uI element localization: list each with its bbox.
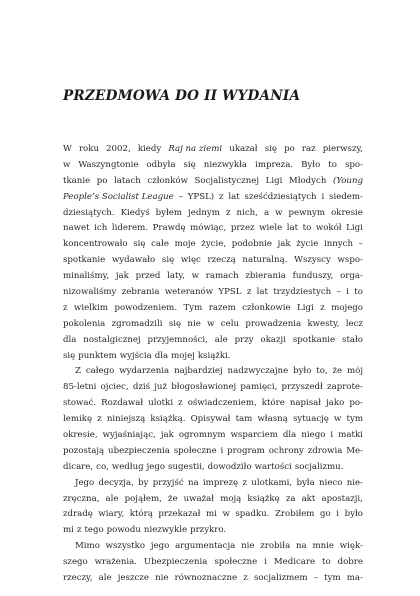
word: raz	[301, 144, 316, 154]
word: przykro.	[190, 525, 227, 536]
word: program	[227, 445, 265, 456]
word: argumentacja	[175, 541, 236, 552]
word: moje	[174, 239, 196, 250]
word: to	[302, 223, 312, 234]
word: rzeczą	[207, 255, 236, 266]
word: nieco	[319, 477, 343, 488]
text-line	[63, 539, 363, 555]
word: ochrony	[268, 445, 304, 456]
word: jak	[277, 239, 291, 250]
word: to	[354, 287, 363, 298]
word: YPSL)	[187, 191, 215, 202]
word: to	[322, 557, 331, 568]
word: mówiąc,	[190, 223, 227, 234]
word: napisał	[289, 398, 322, 409]
word: w	[222, 509, 230, 520]
word: niezwykła	[203, 159, 248, 170]
word: najbardziej	[174, 366, 223, 377]
word: lat	[228, 191, 240, 202]
word: na	[187, 477, 199, 488]
word: z	[320, 302, 325, 313]
word: roku	[78, 144, 99, 154]
word: jak	[160, 430, 174, 441]
word: co,	[96, 461, 109, 472]
word: w	[334, 414, 342, 425]
word: tego	[84, 525, 104, 536]
word: spo-	[344, 159, 363, 170]
word: lemikę	[63, 414, 93, 425]
word: była	[296, 477, 315, 488]
word: wartości	[254, 461, 292, 472]
text-line	[63, 364, 363, 380]
word: lat	[256, 287, 268, 298]
word: że	[167, 493, 178, 504]
word: razem	[208, 302, 236, 313]
word: powodzeniem.	[114, 302, 178, 313]
word: jak	[115, 271, 129, 282]
text-line	[63, 174, 363, 190]
word: i	[321, 191, 325, 202]
word: przez	[230, 223, 255, 234]
word: mi	[63, 525, 74, 536]
word: przyszedł	[281, 382, 323, 393]
word: spadku.	[235, 509, 270, 520]
text-line	[63, 253, 363, 269]
word: stować.	[63, 398, 97, 409]
word: z	[97, 414, 102, 425]
word: matki	[338, 430, 363, 441]
word: Młodych	[288, 175, 327, 186]
word: członków	[147, 175, 188, 186]
word: by	[138, 477, 149, 488]
word: się	[183, 159, 196, 170]
word: socjalizmem	[253, 573, 308, 584]
word: własną	[257, 414, 288, 425]
word: niezwykle	[143, 525, 188, 536]
word: ich	[94, 223, 108, 234]
word: Ligi	[346, 223, 363, 234]
word: ubezpieczenia	[108, 445, 170, 456]
word: było	[344, 509, 363, 520]
text-line	[63, 317, 363, 333]
word: za	[285, 493, 296, 504]
word: wszystko	[105, 541, 146, 552]
word: dicare,	[63, 461, 94, 472]
word: sytuację	[292, 414, 329, 425]
word: go	[320, 509, 331, 520]
paragraph	[63, 142, 363, 364]
text-line	[63, 396, 363, 412]
word: spotkanie	[292, 334, 336, 345]
word: błogosławionej	[171, 382, 237, 393]
word: zręczna,	[63, 493, 100, 504]
word: pokolenia	[63, 318, 106, 329]
word: jednym	[188, 207, 220, 218]
word: podobnie	[231, 239, 272, 250]
word: ale	[98, 573, 112, 584]
word: przekazał	[158, 509, 201, 520]
word: apostazji,	[321, 493, 363, 504]
text-line	[63, 380, 363, 396]
word: nie	[155, 573, 169, 584]
word: członkowie	[242, 302, 291, 313]
word: wiele	[259, 223, 283, 234]
word: siedem-	[329, 191, 363, 202]
text-line	[63, 507, 363, 523]
word: w	[275, 207, 283, 218]
word: książki.	[197, 350, 231, 361]
word: społeczne	[173, 445, 217, 456]
word: po-	[349, 398, 363, 409]
word: z	[76, 525, 82, 536]
word: było	[293, 366, 312, 377]
word: odbyła	[146, 159, 176, 170]
word: pojąłem,	[124, 493, 162, 504]
word: że	[332, 366, 343, 377]
word: już	[154, 382, 167, 393]
word: imprezę	[202, 477, 239, 488]
text-line	[63, 285, 363, 301]
word: mój	[347, 366, 363, 377]
word: decyzja,	[98, 477, 134, 488]
word: pamięci,	[240, 382, 278, 393]
word: socjalizmu.	[294, 461, 344, 472]
word: zrobiła	[260, 541, 291, 552]
text-line	[63, 460, 363, 476]
word: celu	[220, 318, 239, 329]
word: zaprote-	[327, 382, 363, 393]
word: punktem	[78, 350, 117, 361]
word: pozostają	[63, 445, 105, 456]
word: rzeczy,	[63, 573, 93, 584]
word: W	[63, 144, 72, 154]
word: społeczne	[214, 557, 258, 568]
word: People’s Socialist League	[63, 191, 174, 202]
word: impreza.	[255, 159, 294, 170]
word: pierwszy,	[322, 144, 363, 154]
word: dla	[154, 350, 169, 361]
word: okresie	[331, 207, 363, 218]
word: Socjalistycznej	[194, 175, 260, 186]
word: uważał	[183, 493, 215, 504]
word: funduszy,	[292, 271, 334, 282]
word: Z	[75, 366, 81, 377]
word: Prawdę	[152, 223, 186, 234]
word: przyjemności,	[147, 334, 208, 345]
text-line	[63, 221, 363, 237]
word: Raj na ziemi	[168, 144, 223, 154]
word: –	[336, 287, 341, 298]
text-line	[63, 237, 363, 253]
word: minaliśmy,	[63, 271, 110, 282]
word: życie	[296, 239, 319, 250]
word: Wszyscy	[294, 255, 331, 266]
word: a	[263, 207, 270, 218]
word: i	[220, 445, 224, 456]
word: wsparciem	[230, 430, 278, 441]
text-line	[63, 523, 363, 539]
word: Było	[301, 159, 321, 170]
word: po	[284, 144, 295, 154]
word: z	[178, 398, 183, 409]
word: ojciec,	[100, 382, 129, 393]
word: Waszyngtonie	[78, 159, 139, 170]
word: zdradę	[63, 509, 93, 520]
word: (Young	[332, 175, 363, 186]
word: się	[161, 255, 175, 266]
word: ogromnym	[178, 430, 226, 441]
word: nadzwyczajne	[227, 366, 289, 377]
word: się	[168, 318, 182, 329]
text-line	[63, 158, 363, 174]
text-line	[63, 333, 363, 349]
word: ulotki	[148, 398, 174, 409]
word: jako	[326, 398, 345, 409]
word: nie-	[346, 477, 363, 488]
word: trzydziestych	[273, 287, 332, 298]
paragraph	[63, 539, 363, 587]
word: mojego	[331, 302, 363, 313]
body-text	[63, 142, 363, 587]
text-line	[63, 555, 363, 571]
word: które	[261, 398, 285, 409]
word: wydarzenia	[119, 366, 170, 377]
text-line	[63, 571, 363, 587]
word: byłem	[155, 207, 183, 218]
word: –	[358, 239, 363, 250]
word: –	[178, 191, 183, 202]
word: akt	[301, 493, 316, 504]
word: prowadzenia	[245, 318, 302, 329]
word: innych	[323, 239, 353, 250]
word: przed	[135, 271, 161, 282]
word: nie	[241, 541, 255, 552]
word: jego	[150, 541, 170, 552]
word: ma-	[346, 573, 363, 584]
text-line	[63, 190, 363, 206]
word: okresie,	[63, 430, 98, 441]
text-line	[63, 492, 363, 508]
word: dziesiątych.	[63, 207, 115, 218]
word: dla	[63, 334, 77, 345]
text-line	[63, 444, 363, 460]
word: Kiedyś	[120, 207, 150, 218]
word: Zrobiłem	[274, 509, 315, 520]
word: w	[207, 318, 215, 329]
text-line	[63, 269, 363, 285]
word: dla	[282, 430, 297, 441]
word: dziś	[132, 382, 151, 393]
paragraph	[63, 476, 363, 540]
word: weteranów	[164, 287, 214, 298]
word: zbierania	[245, 271, 286, 282]
word: tam	[235, 414, 253, 425]
word: wyjaśniając,	[102, 430, 156, 441]
word: i	[330, 430, 334, 441]
word: i	[336, 509, 340, 520]
word: się	[264, 144, 277, 154]
word: to	[328, 159, 337, 170]
word: wydawało	[111, 255, 156, 266]
text-line	[63, 412, 363, 428]
word: Tym	[183, 302, 203, 313]
word: Jego	[75, 477, 95, 488]
word: i	[346, 287, 349, 298]
word: pewnym	[288, 207, 326, 218]
word: kiedy	[137, 144, 162, 154]
word: ukazał	[229, 144, 258, 154]
word: życie,	[201, 239, 227, 250]
word: powodu	[106, 525, 141, 536]
word: YPSL	[218, 287, 242, 298]
word: zgromadzili	[111, 318, 163, 329]
text-line	[63, 301, 363, 317]
word: ramach	[205, 271, 239, 282]
word: tym	[324, 573, 341, 584]
word: wyjścia	[119, 350, 152, 361]
word: wokół	[315, 223, 342, 234]
word: się	[63, 350, 76, 361]
word: nizowaliśmy	[63, 287, 117, 298]
word: orga-	[340, 271, 363, 282]
word: Opisywał	[190, 414, 231, 425]
word: wrażenia.	[94, 557, 137, 568]
word: całego	[85, 366, 115, 377]
word: więc	[180, 255, 201, 266]
word: jeszcze	[117, 573, 149, 584]
word: 85-letni	[63, 382, 97, 393]
word: i	[264, 557, 267, 568]
word: mnie	[312, 541, 334, 552]
word: po	[96, 175, 108, 186]
word: ale	[214, 334, 228, 345]
word: całe	[151, 239, 169, 250]
word: 2002,	[106, 144, 131, 154]
word: zebrania	[121, 287, 160, 298]
word: książkę	[247, 493, 280, 504]
text-line	[63, 476, 363, 492]
word: koncentrowało	[63, 239, 128, 250]
word: wielkim	[73, 302, 109, 313]
word: ale	[105, 493, 119, 504]
word: nich,	[236, 207, 258, 218]
word: Ligi	[265, 175, 283, 186]
word: w	[191, 271, 199, 282]
word: szego	[63, 557, 88, 568]
word: z	[218, 191, 224, 202]
word: Rozdawał	[101, 398, 144, 409]
word: jego	[146, 461, 166, 472]
chapter-title: PRZEDMOWA DO II WYDANIA	[63, 88, 301, 104]
word: Ubezpieczenia	[143, 557, 208, 568]
word: liderem.	[111, 223, 148, 234]
word: sugestii,	[168, 461, 205, 472]
word: Me-	[346, 445, 363, 456]
word: ulotkami,	[251, 477, 293, 488]
word: przyjść	[152, 477, 184, 488]
word: z	[243, 573, 248, 584]
word: według	[111, 461, 144, 472]
word: Mimo	[75, 541, 100, 552]
word: z	[225, 207, 231, 218]
word: laty,	[167, 271, 185, 282]
word: oświadczeniem,	[187, 398, 257, 409]
text-line	[63, 142, 363, 158]
word: –	[313, 573, 318, 584]
word: Medicare	[273, 557, 316, 568]
text-line	[63, 206, 363, 222]
word: tym	[346, 414, 363, 425]
word: dobre	[337, 557, 363, 568]
word: z	[63, 302, 68, 313]
word: tkanie	[63, 175, 91, 186]
word: wiary,	[98, 509, 125, 520]
word: niego	[301, 430, 326, 441]
word: nawet	[63, 223, 90, 234]
word: z	[242, 477, 247, 488]
word: więk-	[339, 541, 363, 552]
word: dowodziło	[207, 461, 252, 472]
word: nostalgicznej	[83, 334, 141, 345]
word: moją	[220, 493, 242, 504]
word: lat	[286, 223, 299, 234]
word: w	[63, 159, 71, 170]
word: naturalną.	[242, 255, 288, 266]
word: stało	[342, 334, 363, 345]
word: z	[246, 287, 252, 298]
word: sześćdziesiątych	[244, 191, 317, 202]
word: wspo-	[337, 255, 363, 266]
text-line	[63, 428, 363, 444]
word: okazji	[260, 334, 286, 345]
word: niniejszą	[106, 414, 146, 425]
word: lecz	[345, 318, 363, 329]
word: latach	[114, 175, 141, 186]
word: równoznaczne	[174, 573, 238, 584]
word: przy	[234, 334, 254, 345]
text-line	[63, 349, 363, 365]
word: zdrowia	[307, 445, 343, 456]
word: Ligi	[297, 302, 314, 313]
word: spotkanie	[63, 255, 106, 266]
word: się	[133, 239, 146, 250]
word: mi	[205, 509, 217, 520]
word: nie	[187, 318, 201, 329]
word: książką.	[150, 414, 186, 425]
word: to,	[316, 366, 328, 377]
word: na	[295, 541, 307, 552]
word: którą	[129, 509, 153, 520]
paragraph	[63, 364, 363, 475]
word: kwesty,	[307, 318, 340, 329]
word: mojej	[171, 350, 195, 361]
